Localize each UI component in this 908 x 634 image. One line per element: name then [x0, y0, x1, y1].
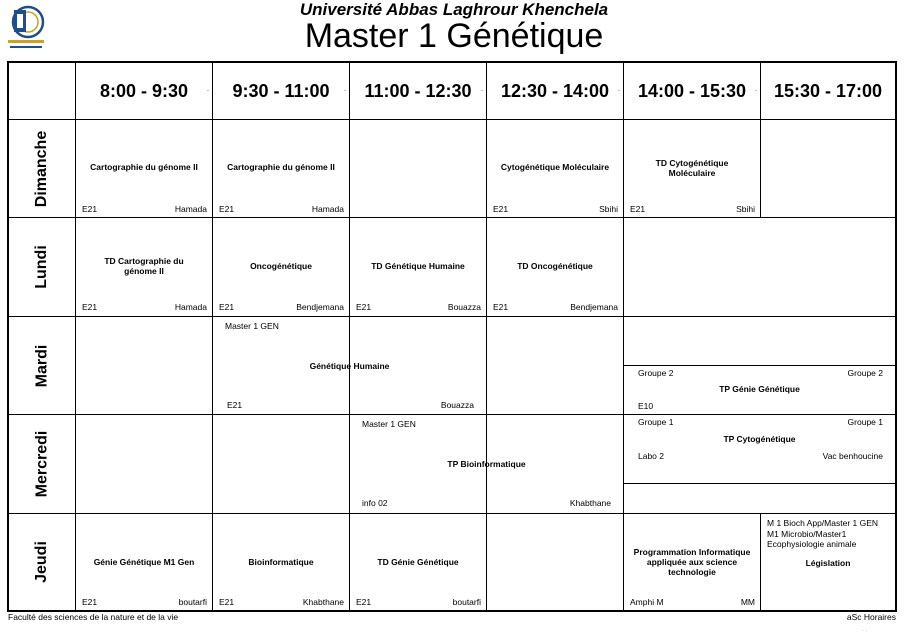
course-room: Labo 2	[638, 451, 664, 461]
course-room: info 02	[362, 498, 388, 508]
course-teacher: Hamada	[311, 204, 344, 214]
course-room: E21	[630, 204, 646, 214]
course-room: E21	[219, 204, 235, 214]
course-cell	[487, 218, 623, 316]
course-cell	[76, 514, 212, 610]
course-group: Master 1 GEN	[362, 419, 416, 429]
course-cell	[624, 366, 895, 414]
course-teacher: Bendjemana	[296, 302, 344, 312]
course-title: TD Cytogénétique Moléculaire	[655, 158, 729, 178]
course-room: E21	[356, 302, 372, 312]
course-room: E21	[356, 597, 372, 607]
course-room: E21	[493, 204, 509, 214]
course-group: Ecophysiologie animale	[767, 539, 857, 549]
course-room: E21	[82, 302, 98, 312]
course-group-list	[767, 518, 878, 550]
course-title: Bioinformatique	[248, 557, 314, 567]
page-title: Master 1 Génétique	[304, 17, 604, 55]
course-cell	[213, 317, 486, 414]
course-group: M 1 Bioch App/Master 1 GEN	[767, 518, 879, 528]
course-cell	[213, 514, 349, 610]
time-slot-2: 9:30 - 11:00 .	[232, 80, 346, 101]
course-cell	[213, 120, 349, 217]
course-teacher: Vac benhoucine	[822, 451, 883, 461]
course-teacher: Khabthane	[569, 498, 611, 508]
course-teacher: Hamada	[174, 204, 207, 214]
course-title: TD Génétique Humaine	[371, 261, 465, 271]
time-slot-3: 11:00 - 12:30 .	[364, 80, 483, 101]
time-slot-6: 15:30 - 17:00	[773, 80, 883, 101]
course-title: Génétique Humaine	[309, 361, 390, 371]
course-cell	[350, 415, 623, 513]
course-title: TP Génie Génétique	[719, 384, 800, 394]
university-name: Université Abbas Laghrour Khenchela	[299, 0, 609, 19]
course-teacher: Bouazza	[440, 400, 474, 410]
course-teacher: Sbihi	[599, 204, 618, 214]
course-room: E21	[219, 302, 235, 312]
course-cell	[624, 415, 895, 483]
course-title: Cytogénétique Moléculaire	[500, 162, 610, 172]
day-label-mercredi: Mercredi	[33, 430, 51, 498]
course-teacher: Khabthane	[302, 597, 344, 607]
time-slot-1: 8:00 - 9:30 .	[99, 80, 209, 101]
course-title: Oncogénétique	[250, 261, 312, 271]
course-title: Cartographie du génome II	[90, 162, 198, 172]
course-teacher: boutarfi	[452, 597, 481, 607]
course-room: E10	[638, 401, 654, 411]
course-cell	[350, 218, 486, 316]
course-cell	[761, 514, 895, 610]
course-cell	[624, 514, 760, 610]
course-group: Groupe 1	[638, 417, 674, 427]
course-room: E21	[219, 597, 235, 607]
course-group: Groupe 1	[847, 417, 883, 427]
software-footer: aSc Horaires	[846, 612, 896, 622]
course-group: Groupe 2	[638, 368, 674, 378]
course-title: TD Génie Génétique	[377, 557, 459, 567]
day-label-lundi: Lundi	[32, 245, 50, 289]
course-cell	[350, 514, 486, 610]
course-cell	[76, 218, 212, 316]
course-cell	[487, 120, 623, 217]
course-room: E21	[493, 302, 509, 312]
course-teacher: Sbihi	[736, 204, 755, 214]
course-title: Législation	[805, 558, 851, 568]
faculty-footer: Faculté des sciences de la nature et de la vie	[8, 612, 179, 622]
course-title: TD Cartographie du génome II	[104, 256, 184, 276]
course-title: TD Oncogénétique	[517, 261, 593, 271]
course-room: E21	[82, 204, 98, 214]
course-teacher: Bouazza	[447, 302, 481, 312]
course-cell	[213, 218, 349, 316]
course-room: Amphi M	[630, 597, 664, 607]
course-cell	[76, 120, 212, 217]
course-group: M1 Microbio/Master1	[767, 528, 847, 539]
time-slot-5: 14:00 - 15:30 .	[637, 80, 757, 101]
course-room: E21	[82, 597, 98, 607]
course-teacher: Bendjemana	[570, 302, 618, 312]
day-label-mardi: Mardi	[32, 344, 50, 387]
course-group: Master 1 GEN	[225, 321, 279, 331]
course-title: Cartographie du génome II	[227, 162, 335, 172]
course-teacher: MM	[740, 597, 755, 607]
day-label-dimanche: Dimanche	[33, 130, 50, 207]
course-title: Programmation Informatique appliquée aux science technologie	[633, 547, 751, 577]
time-slot-4: 12:30 - 14:00 .	[500, 80, 620, 101]
timetable	[7, 61, 897, 612]
corner-mark: · ·	[862, 628, 868, 634]
course-cell	[624, 120, 760, 217]
course-group: Groupe 2	[847, 368, 883, 378]
day-label-jeudi: Jeudi	[32, 541, 50, 583]
course-title: TP Bioinformatique	[447, 459, 526, 469]
course-room: E21	[227, 400, 243, 410]
course-title: TP Cytogénétique	[723, 434, 796, 444]
course-title: Génie Génétique M1 Gen	[93, 557, 195, 567]
course-teacher: boutarfi	[178, 597, 207, 607]
course-teacher: Hamada	[174, 302, 207, 312]
